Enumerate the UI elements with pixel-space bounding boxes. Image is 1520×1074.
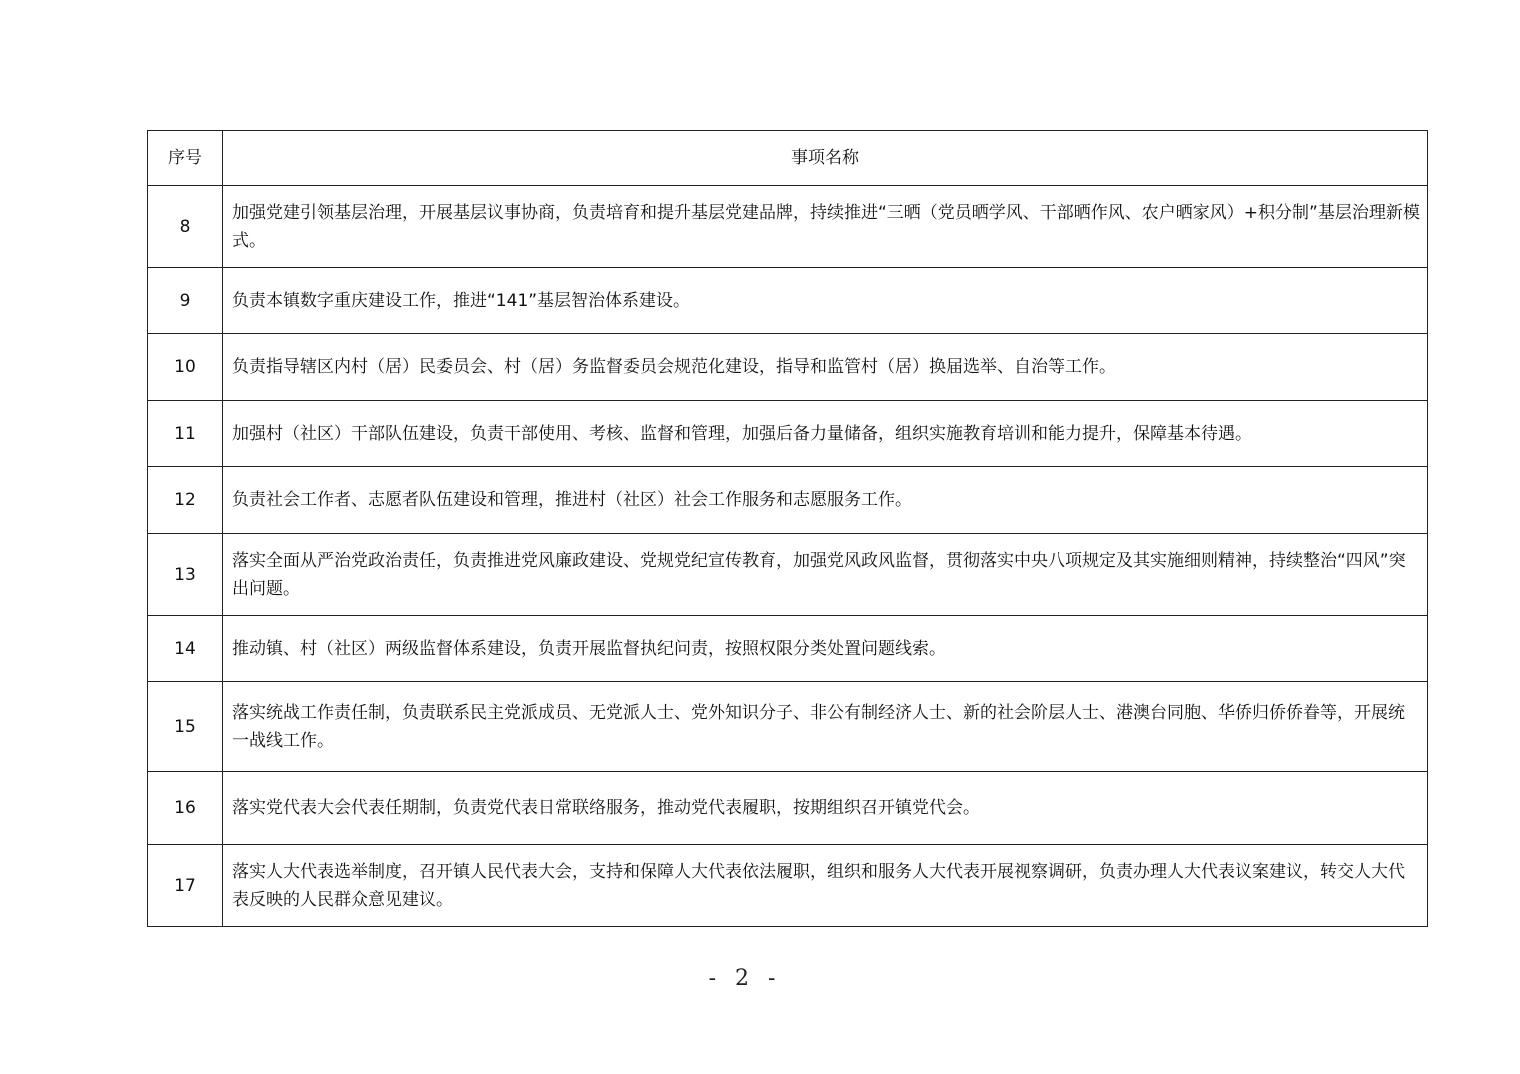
row-number: 17 — [148, 845, 223, 927]
row-item-text: 加强党建引领基层治理，开展基层议事协商，负责培育和提升基层党建品牌，持续推进“三晒（党员晒学风、干部晒作风、农户晒家风）+积分制”基层治理新模式。 — [223, 186, 1428, 268]
row-number: 15 — [148, 682, 223, 772]
row-item-text: 负责指导辖区内村（居）民委员会、村（居）务监督委员会规范化建设，指导和监管村（居）换届选举、自治等工作。 — [223, 334, 1428, 401]
table-row — [148, 682, 1428, 772]
row-item-text: 落实党代表大会代表任期制，负责党代表日常联络服务，推动党代表履职，按期组织召开镇党代会。 — [223, 772, 1428, 845]
row-item-text: 落实全面从严治党政治责任，负责推进党风廉政建设、党规党纪宣传教育，加强党风政风监督，贯彻落实中央八项规定及其实施细则精神，持续整治“四风”突出问题。 — [223, 534, 1428, 616]
row-item-text: 推动镇、村（社区）两级监督体系建设，负责开展监督执纪问责，按照权限分类处置问题线索。 — [223, 616, 1428, 682]
table-row — [148, 268, 1428, 334]
table-body — [148, 186, 1428, 927]
table-row — [148, 616, 1428, 682]
table-row — [148, 186, 1428, 268]
table-row — [148, 401, 1428, 467]
row-number: 10 — [148, 334, 223, 401]
row-number: 8 — [148, 186, 223, 268]
duty-items-table — [147, 130, 1428, 927]
row-item-text: 落实统战工作责任制，负责联系民主党派成员、无党派人士、党外知识分子、非公有制经济人士、新的社会阶层人士、港澳台同胞、华侨归侨侨眷等，开展统一战线工作。 — [223, 682, 1428, 772]
row-number: 14 — [148, 616, 223, 682]
header-item-name: 事项名称 — [223, 131, 1428, 186]
table-row — [148, 334, 1428, 401]
table-row — [148, 467, 1428, 534]
page-number: - 2 - — [708, 966, 782, 991]
row-number: 9 — [148, 268, 223, 334]
table-row — [148, 772, 1428, 845]
row-number: 12 — [148, 467, 223, 534]
row-item-text: 负责本镇数字重庆建设工作，推进“141”基层智治体系建设。 — [223, 268, 1428, 334]
row-item-text: 加强村（社区）干部队伍建设，负责干部使用、考核、监督和管理，加强后备力量储备，组织实施教育培训和能力提升，保障基本待遇。 — [223, 401, 1428, 467]
row-number: 11 — [148, 401, 223, 467]
table-row — [148, 534, 1428, 616]
row-number: 13 — [148, 534, 223, 616]
table-row — [148, 845, 1428, 927]
row-item-text: 负责社会工作者、志愿者队伍建设和管理，推进村（社区）社会工作服务和志愿服务工作。 — [223, 467, 1428, 534]
row-number: 16 — [148, 772, 223, 845]
table-header-row — [148, 131, 1428, 186]
row-item-text: 落实人大代表选举制度，召开镇人民代表大会，支持和保障人大代表依法履职，组织和服务人大代表开展视察调研，负责办理人大代表议案建议，转交人大代表反映的人民群众意见建议。 — [223, 845, 1428, 927]
header-number: 序号 — [148, 131, 223, 186]
